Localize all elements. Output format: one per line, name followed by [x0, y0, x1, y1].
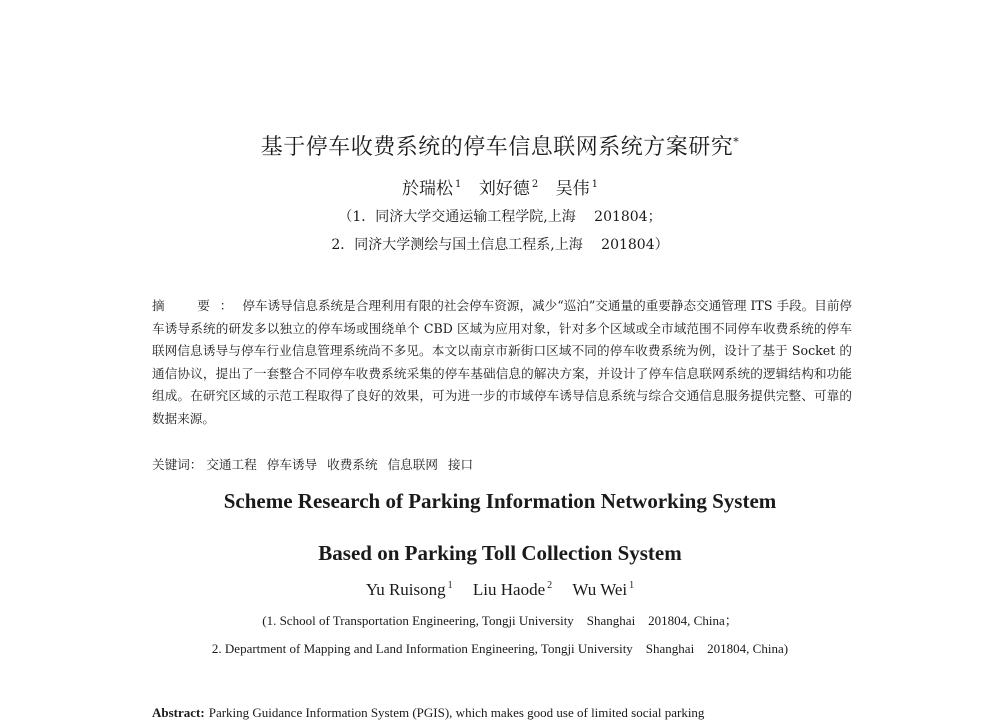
english-affiliation-1: (1. School of Transportation Engineering, Tongji University Shanghai 201804, China；: [262, 613, 738, 628]
english-author-1: Yu Ruisong $^1$: [365, 580, 453, 599]
english-affiliation-2: 2. Department of Mapping and Land Information Engineering, Tongji University Shanghai 201804, China): [211, 641, 789, 656]
english-abstract: [152, 703, 852, 723]
english-author-3: Wu Wei $^1$: [572, 580, 635, 599]
english-title-line-1: Scheme Research of Parking Information Networking System: [223, 489, 777, 513]
chinese-abstract: [152, 295, 852, 430]
keywords-label: 关键词：: [152, 457, 203, 472]
chinese-abstract-text: 停车诱导信息系统是合理利用有限的社会停车资源，减少“巡泊”交通量的重要静态交通管理 ITS 手段。目前停车诱导系统的研发多以独立的停车场或围绕单个 CBD 区域为应用对象，针对多个区域或全市域范围不同停车收费系统的停车联网信息诱导与停车行业信息管理系统尚不多见。本文以南京市新街口区域不同的停车收费系统为例，设计了基于 Socket 的通信协议，提出了一套整合不同停车收费系统采集的停车基础信息的解决方案，并设计了停车信息联网系统的逻辑结构和功能组成。在研究区域的示范工程取得了良好的效果，可为进一步的市域停车诱导信息系统与综合交通信息服务提供完整、可靠的数据来源。: [152, 298, 853, 426]
keyword: 收费系统: [327, 457, 378, 472]
chinese-title-text: 基于停车收费系统的停车信息联网系统方案研究: [260, 135, 734, 160]
keyword: 接口: [447, 457, 474, 472]
chinese-author-2: 刘好德 $^2$: [478, 179, 539, 199]
chinese-title: [0, 130, 1000, 161]
english-abstract-text: Parking Guidance Information System (PGIS), which makes good use of limited social parking: [208, 705, 705, 720]
keyword: 信息联网: [387, 457, 438, 472]
chinese-authors: [0, 174, 1000, 199]
chinese-keywords: [152, 454, 479, 473]
english-abstract-label: Abstract:: [152, 705, 205, 720]
chinese-author-1: 於瑞松 $^1$: [402, 179, 462, 199]
keyword: 交通工程: [206, 457, 257, 472]
keyword: 停车诱导: [266, 457, 318, 472]
english-author-2: Liu Haode $^2$: [472, 580, 553, 599]
chinese-author-3: 吴伟 $^1$: [555, 179, 598, 199]
chinese-abstract-label: 摘 要：: [152, 298, 243, 313]
chinese-affiliation-1: （1．同济大学交通运输工程学院,上海 201804；: [338, 209, 662, 225]
english-title-line-2: Based on Parking Toll Collection System: [318, 541, 682, 565]
chinese-affiliation-2: 2．同济大学测绘与国土信息工程系,上海 201804）: [331, 237, 669, 253]
title-footnote-mark: *: [733, 135, 740, 149]
english-authors: [0, 580, 1000, 600]
